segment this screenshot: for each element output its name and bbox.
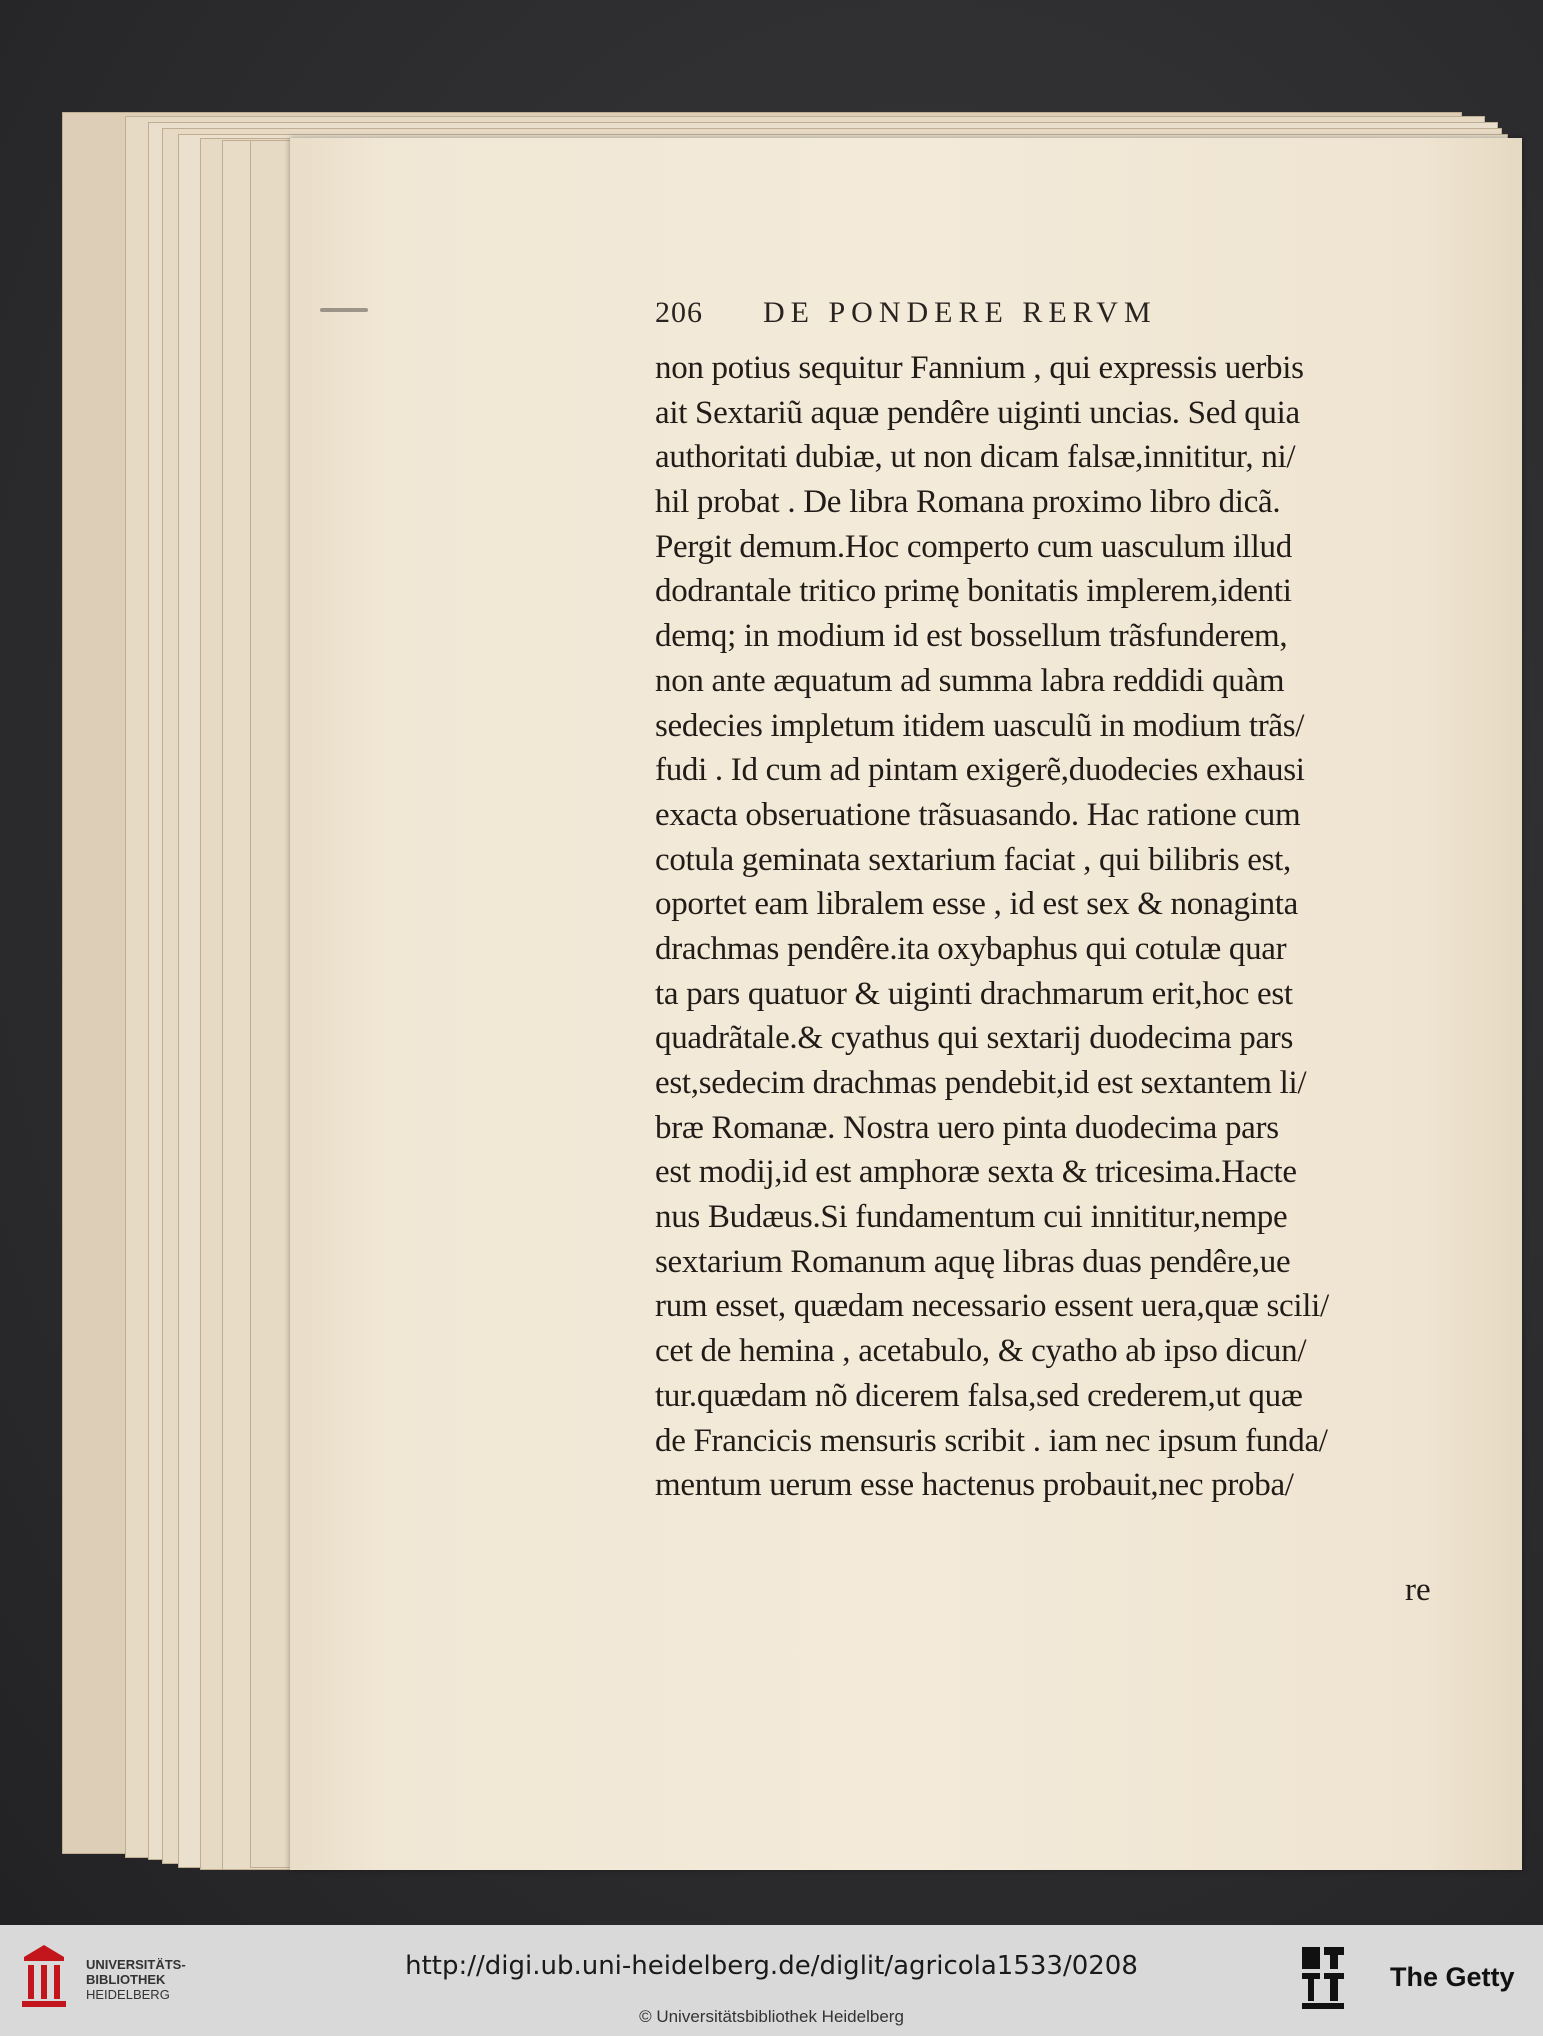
text-block [655,346,1455,1508]
text-line: oportet eam libralem esse , id est sex & nonaginta [655,886,1298,923]
text-line: tur.quædam nõ dicerem falsa,sed crederem,ut quæ [655,1377,1303,1414]
text-line: exacta obseruatione trãsuasando. Hac ratione cum [655,796,1301,833]
text-line: quadrãtale.& cyathus qui sextarij duodecima pars [655,1020,1294,1057]
institution-line: BIBLIOTHEK [86,1972,166,1987]
text-line: cotula geminata sextarium faciat , qui bilibris est, [655,841,1291,878]
text-line: demq; in modium id est bossellum trãsfunderem, [655,618,1288,655]
text-line: ait Sextariũ aquæ pendêre uiginti uncias. Sed quia [655,394,1300,431]
text-line: drachmas pendêre.ita oxybaphus qui cotulæ quar [655,930,1287,967]
getty-logo-icon[interactable] [1298,1943,1348,2013]
text-line: nus Budæus.Si fundamentum cui innititur,nempe [655,1199,1288,1236]
text-line: ta pars quatuor & uiginti drachmarum erit,hoc est [655,975,1293,1012]
permalink-url[interactable]: http://digi.ub.uni-heidelberg.de/diglit/agricola1533/0208 [405,1951,1138,1981]
running-title: DE PONDERE RERVM [763,296,1157,329]
text-line: authoritati dubiæ, ut non dicam falsæ,innititur, ni/ [655,439,1296,476]
copyright-notice: © Universitätsbibliothek Heidelberg [639,2007,904,2026]
margin-mark [320,308,368,312]
text-line: hil probat . De libra Romana proximo libro dicã. [655,484,1281,521]
viewer-footer [0,1925,1543,2036]
folio-number: 206 [655,296,703,329]
text-line: est modij,id est amphoræ sexta & tricesima.Hacte [655,1154,1297,1191]
text-line: non potius sequitur Fannium , qui expressis uerbis [655,350,1304,386]
text-line: est,sedecim drachmas pendebit,id est sextantem li/ [655,1065,1307,1101]
text-line: rum esset, quædam necessario essent uera,quæ scili/ [655,1288,1329,1325]
institution-line: UNIVERSITÄTS- [86,1957,186,1972]
text-line: de Francicis mensuris scribit . iam nec ipsum funda/ [655,1422,1328,1459]
institution-line: HEIDELBERG [86,1987,170,2002]
text-line: sedecies impletum itidem uasculũ in modium trãs/ [655,707,1305,744]
text-line: Pergit demum.Hoc comperto cum uasculum illud [655,528,1292,565]
catchword: re [1405,1572,1431,1608]
running-head [655,296,1445,342]
text-line: mentum uerum esse hactenus probauit,nec proba/ [655,1467,1294,1504]
text-line: dodrantale tritico primę bonitatis implerem,identi [655,573,1292,610]
text-line: cet de hemina , acetabulo, & cyatho ab ipso dicun/ [655,1333,1307,1370]
text-line: sextarium Romanum aquę libras duas pendêre,ue [655,1243,1291,1280]
text-line: bræ Romanæ. Nostra uero pinta duodecima pars [655,1109,1279,1146]
text-line: non ante æquatum ad summa labra reddidi quàm [655,662,1285,699]
partner-name: The Getty [1390,1962,1515,1992]
text-line: fudi . Id cum ad pintam exigerẽ,duodecies exhausi [655,752,1305,789]
